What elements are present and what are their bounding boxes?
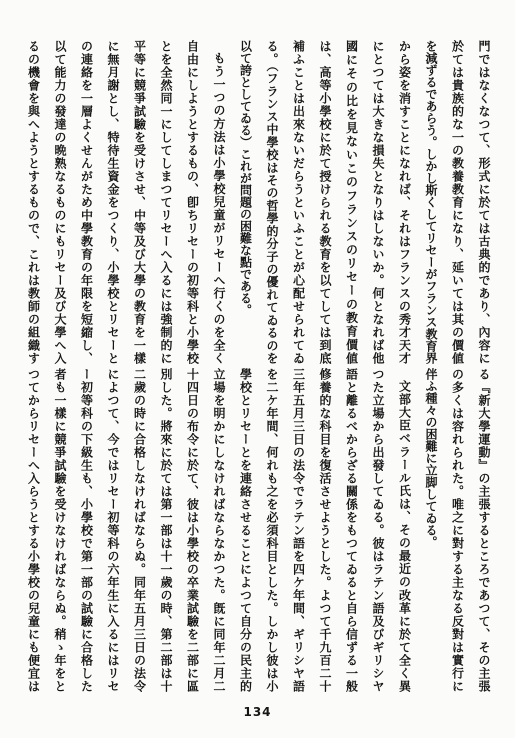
- text-line: 門ではなくなつて、形式に於ては古典的であり、內容に: [477, 40, 491, 364]
- text-line: 自由にしようとするもの、卽ちリセーの初等科と小學校: [185, 40, 200, 364]
- text-line: つた立場から出發してゐる。彼はラテン語及びギリシヤ: [371, 368, 385, 692]
- text-line: によつて、今ではリセー初等科の六年生に入るにはリセ: [106, 368, 120, 692]
- text-line: 者も一樣に競爭試驗を受けなければならぬ。稍ゝ年をと: [53, 368, 67, 692]
- text-line: 三年五月三日の法令でラテン語を四ケ年間、ギリシヤ語: [291, 368, 306, 692]
- text-line: にとつては大きな損失となりはしないか。何となれば他: [371, 40, 385, 364]
- page-number: 134: [243, 705, 272, 719]
- text-line: 語と離るべからざる關係をもつてゐると自ら信ずる一般: [344, 368, 359, 692]
- lower-text-block: [20, 368, 497, 692]
- text-line: 立場を明かにしなければならなかつた。旣に同年二月二: [212, 368, 226, 692]
- text-line: 於ては貴族的な一の教養教育になり、延いては其の價値: [450, 40, 465, 364]
- text-line: つてからリセーへ入らうとする小學校の兒童にも便宜は: [26, 368, 41, 692]
- upper-text-block: [20, 40, 497, 364]
- text-line: 二歲の時に合格しなければならぬ。同年五月三日の法令: [132, 368, 147, 692]
- text-line: の多くは容れられた。唯之に對する主なる反對は實行に: [450, 368, 465, 692]
- text-line: 十四日の布令に於て、彼は小學校の卒業試驗を二部に區: [185, 368, 200, 692]
- text-line: 修養的な科目を復活させようとした。よつて千九百二十: [318, 368, 332, 692]
- text-line: を減ずるであらう。しかし斯くしてリセーがフランス教育界: [424, 40, 438, 364]
- text-line: る。（フランス中學校はその哲學的分子の優れてゐるのを: [265, 40, 279, 364]
- text-line: とを全然同一にしてしまつてリセーへ入るには強制的に: [159, 40, 173, 364]
- text-line: 文部大臣ベラール氏は、その最近の改革に於て全く異: [397, 380, 412, 692]
- text-line: 學校とリセーとを連絡させることによつて自分の民主的: [238, 368, 253, 692]
- text-line: 別した。將來に於ては第一部は十一歲の時、第二部は十: [159, 368, 173, 692]
- text-line: を二ケ年間、何れも之を必須科目とした。しかし彼は小: [265, 368, 279, 692]
- text-line: 以て能力の發達の晩熟なるものにもリセー及び大學へ入: [53, 40, 67, 364]
- text-line: 國にその比を見ないこのフランスのリセーの教育價値: [344, 40, 359, 364]
- text-line: 以て誇としてゐる）これが問題の困難な點である。: [238, 40, 253, 316]
- text-line: 伴ふ種々の困難に立脚してゐる。: [424, 368, 438, 548]
- text-line: の連絡を一層よくせんがため中學教育の年限を短縮し、: [79, 40, 94, 364]
- text-line: ー初等科の下級生も、小學校で第一部の試驗に合格した: [79, 368, 94, 692]
- text-line: る『新大學運動』の主張するところであつて、その主張: [477, 368, 491, 692]
- text-line: もう一つの方法は小學校兒童がリセーへ行くのを全く: [212, 52, 226, 364]
- text-line: に無月謝とし、特待生資金をつくり、小學校とリセーと: [106, 40, 120, 364]
- text-line: 補ふことは出來ないだらうといふことが心配せられてゐ: [291, 40, 306, 364]
- text-line: 平等に競爭試驗を受けさせ、中等及び大學の教育を一樣: [132, 40, 147, 364]
- text-line: から姿を消すことになれば、それはフランスの秀才天才: [397, 40, 412, 364]
- text-line: は、高等小學校に於て授けられる教育を以てしては到底: [318, 40, 332, 364]
- text-line: るの機會を與へようとするもので、これは教師の組織す: [26, 40, 41, 364]
